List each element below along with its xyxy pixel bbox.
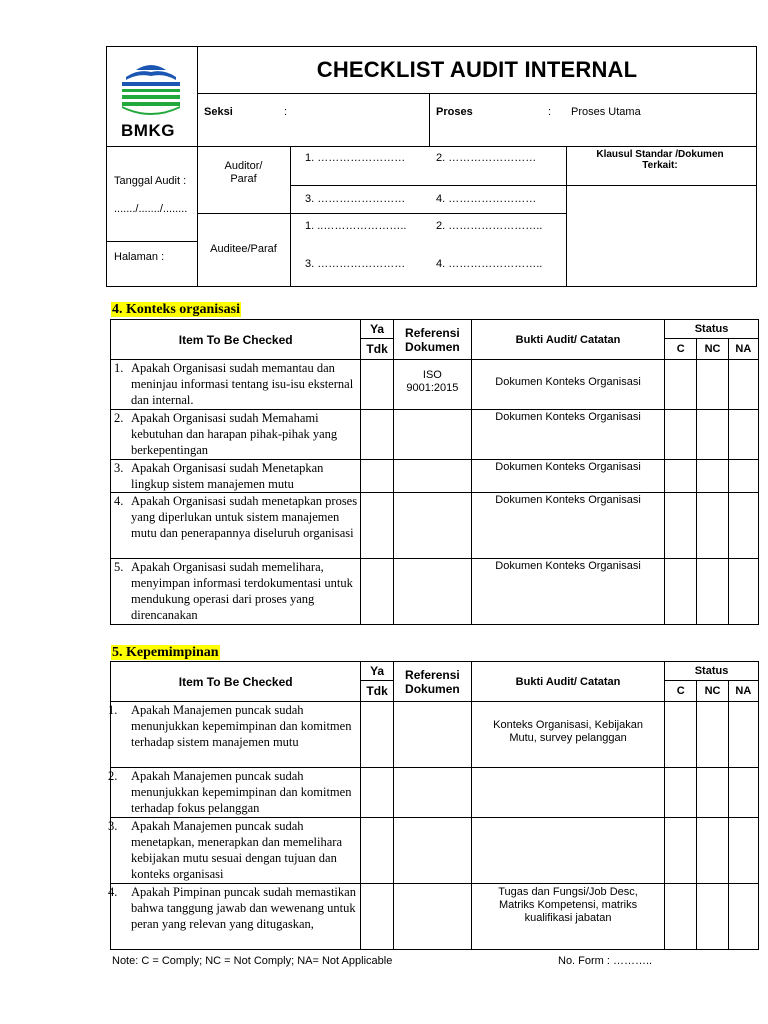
status-c-cell[interactable] xyxy=(665,768,697,818)
col-nc-header: NC xyxy=(697,339,728,360)
referensi-cell xyxy=(393,768,471,818)
bukti-cell[interactable] xyxy=(472,493,665,559)
status-c-cell[interactable] xyxy=(665,702,697,768)
bukti-text: Konteks Organisasi, Kebijakan Mutu, survey pelanggan xyxy=(493,719,643,744)
item-number: 3. xyxy=(108,819,118,833)
item-text: Apakah Manajemen puncak sudah menunjukkan kepemimpinan dan komitmen terhadap sistem manajemen mutu xyxy=(131,703,352,749)
col-item-header: Item To Be Checked xyxy=(111,320,361,360)
bukti-text: Dokumen Konteks Organisasi xyxy=(495,411,641,423)
footer-note: Note: C = Comply; NC = Not Comply; NA= Not Applicable xyxy=(112,955,393,967)
item-cell xyxy=(108,884,361,950)
item-number: 3. xyxy=(114,461,124,475)
status-nc-cell[interactable] xyxy=(697,410,728,460)
proses-label: Proses xyxy=(436,106,473,118)
table-row xyxy=(111,702,759,768)
auditee-line-2: 2. …………………….. xyxy=(436,220,543,232)
bukti-text: Tugas dan Fungsi/Job Desc, Matriks Kompetensi, matriks kualifikasi jabatan xyxy=(498,886,638,924)
table-row xyxy=(111,360,759,410)
referensi-cell xyxy=(393,702,471,768)
bukti-cell[interactable] xyxy=(472,884,665,950)
proses-colon: : xyxy=(548,106,552,118)
form-number: No. Form : ……….. xyxy=(558,955,653,967)
col-tdk-header: Tdk xyxy=(361,339,393,360)
ya-tdk-cell[interactable] xyxy=(361,818,393,884)
item-text: Apakah Organisasi sudah memantau dan meninjau informasi tentang isu-isu eksternal dan internal. xyxy=(131,361,354,407)
col-na-header: NA xyxy=(728,681,758,702)
bukti-cell[interactable] xyxy=(472,768,665,818)
status-c-cell[interactable] xyxy=(665,460,697,493)
item-number: 5. xyxy=(114,560,124,574)
table-row xyxy=(111,493,759,559)
status-c-cell[interactable] xyxy=(665,410,697,460)
col-na-header: NA xyxy=(728,339,758,360)
status-nc-cell[interactable] xyxy=(697,460,728,493)
ya-tdk-cell[interactable] xyxy=(361,410,393,460)
status-na-cell[interactable] xyxy=(728,818,758,884)
col-referensi-header: Referensi Dokumen xyxy=(393,662,471,702)
status-na-cell[interactable] xyxy=(728,360,758,410)
klausul-label: Klausul Standar /Dokumen Terkait: xyxy=(596,149,724,171)
status-c-cell[interactable] xyxy=(665,493,697,559)
col-status-header: Status xyxy=(665,662,759,681)
referensi-cell xyxy=(393,884,471,950)
item-text: Apakah Organisasi sudah memelihara, menyimpan informasi terdokumentasi untuk mendukung operasi dari proses yang direncanakan xyxy=(131,560,353,622)
status-nc-cell[interactable] xyxy=(697,768,728,818)
bukti-text: Dokumen Konteks Organisasi xyxy=(495,376,641,388)
item-text: Apakah Manajemen puncak sudah menetapkan, menerapkan dan memelihara kebijakan mutu sesuai dengan tujuan dan konteks organisasi xyxy=(131,819,343,881)
auditee-line-1: 1. ..………………….. xyxy=(305,220,407,232)
ya-tdk-cell[interactable] xyxy=(361,493,393,559)
auditor-label-2: Paraf xyxy=(230,173,257,185)
ya-tdk-cell[interactable] xyxy=(361,768,393,818)
auditee-line-3: 3. …………………… xyxy=(305,258,406,270)
status-c-cell[interactable] xyxy=(665,559,697,625)
col-c-header: C xyxy=(665,681,697,702)
item-number: 1. xyxy=(114,361,124,375)
item-cell xyxy=(111,360,361,410)
status-na-cell[interactable] xyxy=(728,410,758,460)
section-5-table xyxy=(110,661,759,950)
referensi-text: ISO 9001:2015 xyxy=(406,369,459,394)
auditor-line-1: 1. …………………… xyxy=(305,152,406,164)
status-nc-cell[interactable] xyxy=(697,493,728,559)
referensi-cell xyxy=(393,818,471,884)
bukti-text: Dokumen Konteks Organisasi xyxy=(495,494,641,506)
item-cell xyxy=(108,768,361,818)
status-nc-cell[interactable] xyxy=(697,360,728,410)
table-row xyxy=(111,460,759,493)
col-referensi-header: Referensi Dokumen xyxy=(393,320,471,360)
ya-tdk-cell[interactable] xyxy=(361,702,393,768)
status-na-cell[interactable] xyxy=(728,768,758,818)
referensi-cell xyxy=(393,410,471,460)
status-nc-cell[interactable] xyxy=(697,702,728,768)
bukti-cell[interactable] xyxy=(472,410,665,460)
item-cell xyxy=(108,818,361,884)
item-cell xyxy=(111,493,361,559)
section-4-table xyxy=(110,319,759,625)
bukti-cell[interactable] xyxy=(472,360,665,410)
auditor-line-4: 4. …………………… xyxy=(436,193,537,205)
status-na-cell[interactable] xyxy=(728,493,758,559)
item-number: 2. xyxy=(114,411,124,425)
status-na-cell[interactable] xyxy=(728,460,758,493)
halaman-label: Halaman : xyxy=(114,251,165,263)
col-status-header: Status xyxy=(665,320,759,339)
auditor-line-3: 3. …………………… xyxy=(305,193,406,205)
item-text: Apakah Organisasi sudah Menetapkan lingkup sistem manajemen mutu xyxy=(131,461,324,491)
ya-tdk-cell[interactable] xyxy=(361,559,393,625)
item-number: 4. xyxy=(114,494,124,508)
status-c-cell[interactable] xyxy=(665,818,697,884)
table-row xyxy=(111,884,759,950)
col-bukti-header: Bukti Audit/ Catatan xyxy=(472,662,665,702)
auditee-line-4: 4. …………………….. xyxy=(436,258,543,270)
item-cell xyxy=(111,559,361,625)
tanggal-value: ......./......./........ xyxy=(114,203,188,215)
section-4-title: 4. Konteks organisasi xyxy=(112,302,240,317)
referensi-cell xyxy=(393,493,471,559)
ya-tdk-cell[interactable] xyxy=(361,884,393,950)
ya-tdk-cell[interactable] xyxy=(361,460,393,493)
bukti-text: Dokumen Konteks Organisasi xyxy=(495,461,641,473)
auditee-label: Auditee/Paraf xyxy=(210,243,277,255)
referensi-cell xyxy=(393,559,471,625)
col-ya-header: Ya xyxy=(361,320,393,339)
proses-value: Proses Utama xyxy=(571,106,641,118)
col-ya-header: Ya xyxy=(361,662,393,681)
status-c-cell[interactable] xyxy=(665,884,697,950)
logo-text: BMKG xyxy=(121,121,175,140)
bukti-text: Dokumen Konteks Organisasi xyxy=(495,560,641,572)
col-tdk-header: Tdk xyxy=(361,681,393,702)
auditor-line-2: 2. …………………… xyxy=(436,152,537,164)
bukti-cell[interactable] xyxy=(472,818,665,884)
item-number: 2. xyxy=(108,769,118,783)
table-row xyxy=(111,768,759,818)
referensi-cell xyxy=(393,460,471,493)
seksi-label: Seksi xyxy=(204,106,233,118)
status-c-cell[interactable] xyxy=(665,360,697,410)
item-number: 1. xyxy=(108,703,118,717)
seksi-colon: : xyxy=(284,106,288,118)
col-bukti-header: Bukti Audit/ Catatan xyxy=(472,320,665,360)
item-number: 4. xyxy=(108,885,118,899)
table-row xyxy=(111,818,759,884)
item-cell xyxy=(111,460,361,493)
item-text: Apakah Pimpinan puncak sudah memastikan bahwa tanggung jawab dan wewenang untuk peran yang relevan yang ditugaskan, xyxy=(131,885,356,931)
col-nc-header: NC xyxy=(697,681,728,702)
item-cell xyxy=(111,410,361,460)
item-text: Apakah Manajemen puncak sudah menunjukkan kepemimpinan dan komitmen terhadap fokus pelanggan xyxy=(131,769,352,815)
table-row xyxy=(111,410,759,460)
status-nc-cell[interactable] xyxy=(697,559,728,625)
bukti-cell[interactable] xyxy=(472,702,665,768)
bmkg-logo xyxy=(118,60,184,124)
table-row xyxy=(111,559,759,625)
tanggal-label: Tanggal Audit : xyxy=(114,175,187,187)
page-title: CHECKLIST AUDIT INTERNAL xyxy=(316,57,638,82)
section-5-title: 5. Kepemimpinan xyxy=(112,645,219,660)
item-text: Apakah Organisasi sudah menetapkan proses yang diperlukan untuk sistem manajemen mutu dan penerapannya diseluruh organisasi xyxy=(131,494,358,540)
status-nc-cell[interactable] xyxy=(697,884,728,950)
item-text: Apakah Organisasi sudah Memahami kebutuhan dan harapan pihak-pihak yang berkepentingan xyxy=(131,411,338,457)
status-na-cell[interactable] xyxy=(728,884,758,950)
status-na-cell[interactable] xyxy=(728,559,758,625)
bukti-cell[interactable] xyxy=(472,559,665,625)
col-c-header: C xyxy=(665,339,697,360)
ya-tdk-cell[interactable] xyxy=(361,360,393,410)
referensi-cell xyxy=(393,360,471,410)
col-item-header: Item To Be Checked xyxy=(111,662,361,702)
item-cell xyxy=(108,702,361,768)
auditor-label-1: Auditor/ xyxy=(224,160,263,172)
status-na-cell[interactable] xyxy=(728,702,758,768)
status-nc-cell[interactable] xyxy=(697,818,728,884)
bukti-cell[interactable] xyxy=(472,460,665,493)
